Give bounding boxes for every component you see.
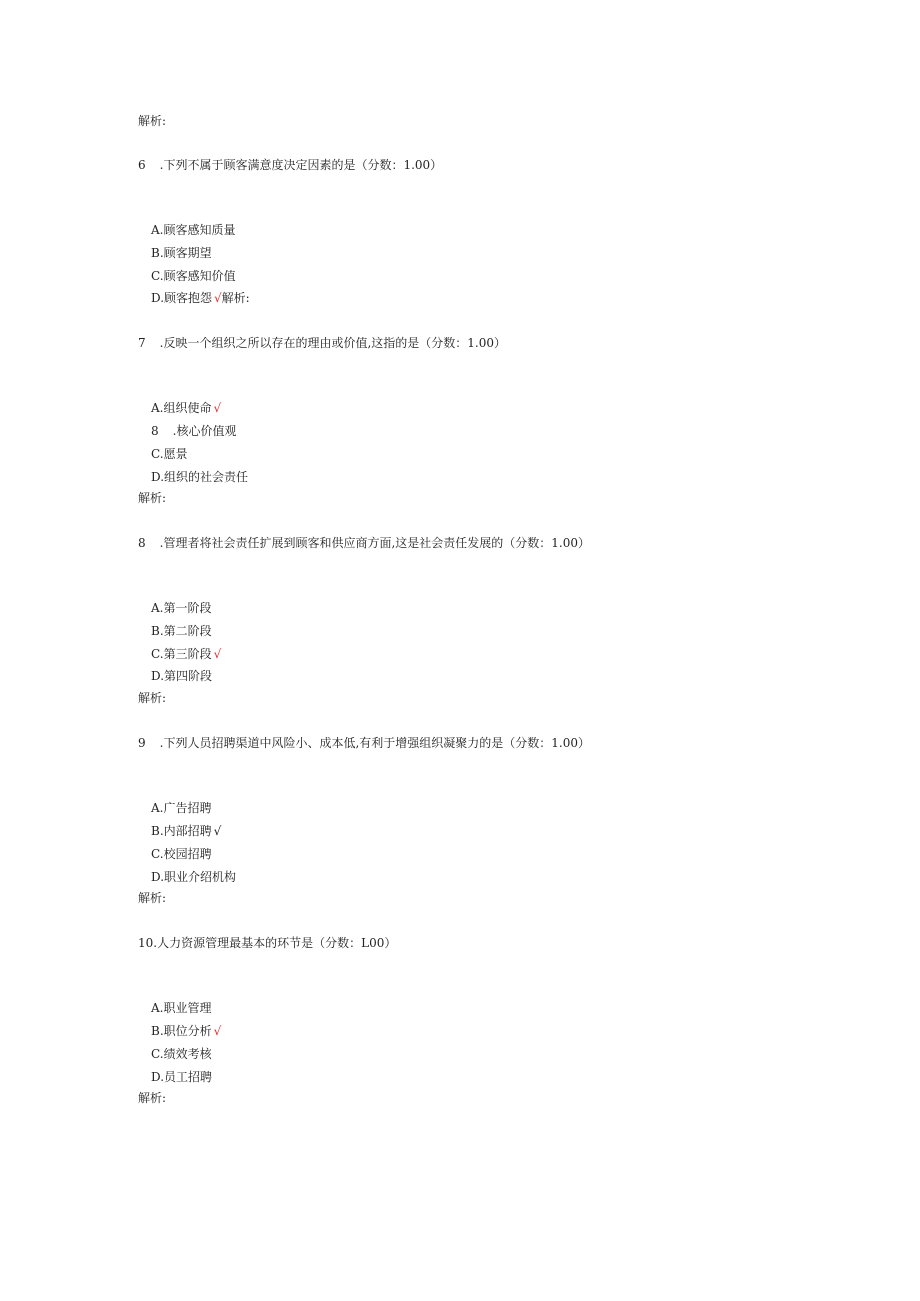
option-a[interactable]: A.广告招聘 (151, 801, 212, 815)
question-7-stem (138, 336, 506, 350)
option-d[interactable]: D.组织的社会责任 (151, 470, 249, 484)
option-a[interactable]: A.顾客感知质量 (151, 223, 236, 237)
option-b[interactable] (151, 1024, 221, 1038)
option-d[interactable] (151, 291, 250, 305)
analysis-label: 解析: (138, 891, 167, 905)
question-text: .下列不属于顾客满意度决定因素的是（分数：1.00） (159, 158, 443, 172)
option-label: B.内部招聘 (151, 824, 212, 838)
question-text: .反映一个组织之所以存在的理由或价值,这指的是（分数：1.00） (159, 336, 506, 350)
question-10-stem (138, 936, 396, 950)
option-d[interactable]: D.第四阶段 (151, 669, 213, 683)
check-icon: √ (213, 1024, 222, 1038)
analysis-label: 解析: (138, 114, 167, 128)
option-c[interactable]: C.绩效考核 (151, 1047, 212, 1061)
check-icon: √ (213, 401, 222, 415)
question-number: 8 (138, 536, 146, 550)
question-number: 7 (138, 336, 146, 350)
option-a[interactable]: A.职业管理 (151, 1001, 212, 1015)
option-c[interactable] (151, 647, 221, 661)
check-icon: √ (213, 824, 222, 838)
question-9-stem (138, 736, 590, 750)
analysis-label: 解析: (138, 1091, 167, 1105)
option-c[interactable]: C.愿景 (151, 447, 188, 461)
option-number: 8 (151, 424, 159, 438)
option-b[interactable]: B.顾客期望 (151, 246, 212, 260)
option-c[interactable]: C.顾客感知价值 (151, 269, 236, 283)
check-icon: √ (213, 647, 222, 661)
option-b[interactable] (151, 824, 221, 838)
option-a[interactable] (151, 401, 221, 415)
option-label: .核心价值观 (172, 424, 237, 438)
option-b[interactable]: B.第二阶段 (151, 624, 212, 638)
option-a[interactable]: A.第一阶段 (151, 601, 212, 615)
option-d[interactable]: D.员工招聘 (151, 1070, 213, 1084)
option-b[interactable] (151, 424, 236, 438)
option-label: B.职位分析 (151, 1024, 212, 1038)
analysis-label: 解析: (138, 691, 167, 705)
question-number: 6 (138, 158, 146, 172)
question-number: 9 (138, 736, 146, 750)
option-label: A.组织使命 (151, 401, 212, 415)
option-c[interactable]: C.校园招聘 (151, 847, 212, 861)
question-text: .管理者将社会责任扩展到顾客和供应商方面,这是社会责任发展的（分数：1.00） (159, 536, 590, 550)
option-label: C.第三阶段 (151, 647, 212, 661)
question-number: 10. (138, 936, 158, 950)
analysis-label: 解析: (221, 291, 250, 305)
question-text: 人力资源管理最基本的环节是（分数：L00） (157, 936, 397, 950)
question-6-stem (138, 158, 442, 172)
question-8-stem (138, 536, 590, 550)
option-d[interactable]: D.职业介绍机构 (151, 870, 237, 884)
check-icon: √ (214, 291, 222, 305)
question-text: .下列人员招聘渠道中风险小、成本低,有利于增强组织凝聚力的是（分数：1.00） (159, 736, 590, 750)
analysis-label: 解析: (138, 491, 167, 505)
option-label: D.顾客抱怨 (151, 291, 213, 305)
